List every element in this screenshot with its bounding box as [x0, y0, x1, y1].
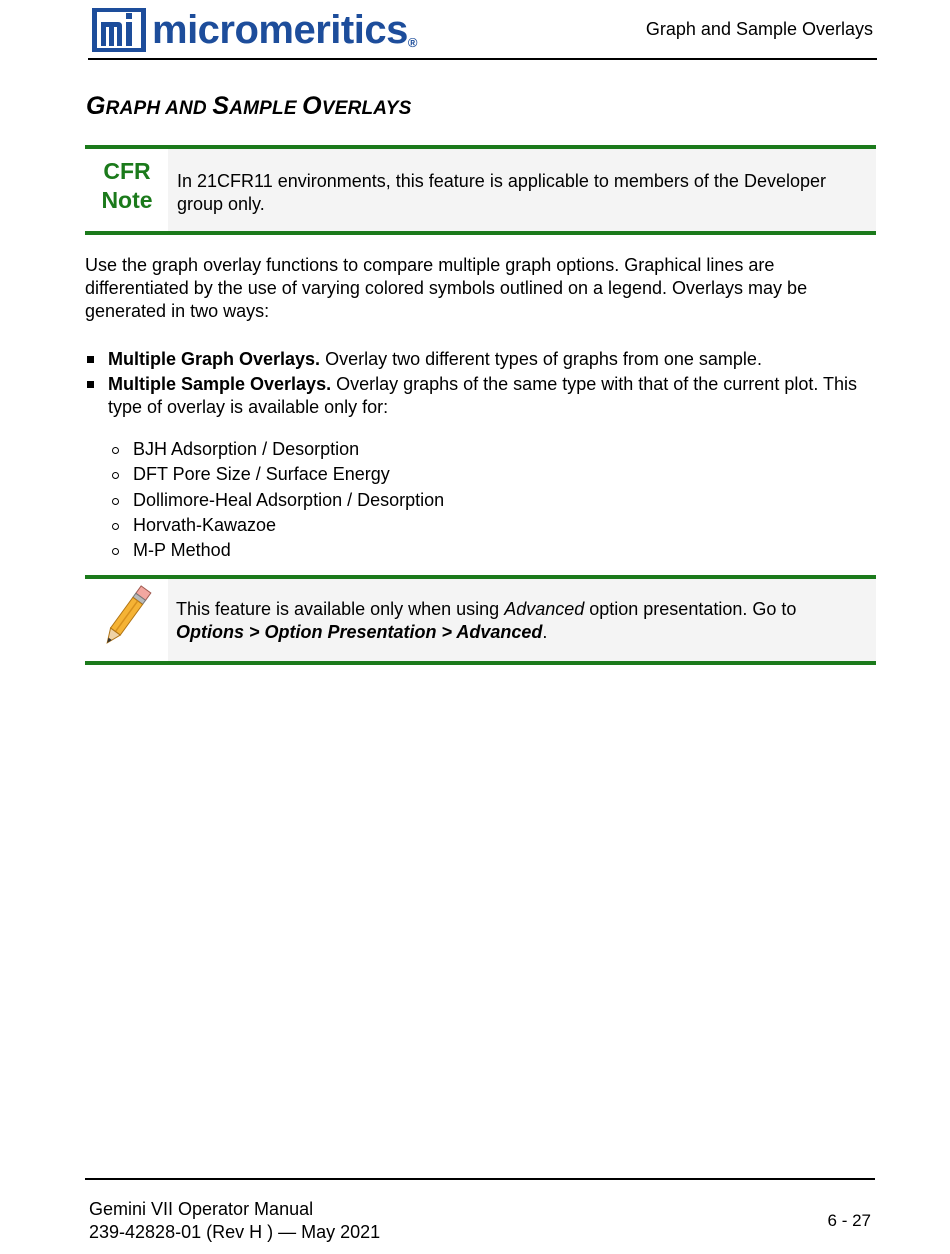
- cfr-note-icon-area: [85, 149, 168, 231]
- footer-doc-id: 239-42828-01 (Rev H ) — May 2021: [89, 1222, 381, 1242]
- square-bullet-icon: [87, 381, 94, 388]
- list-item: Multiple Sample Overlays. Overlay graphs of the same type with that of the current plot. This type of overlay is available only for:: [85, 373, 875, 419]
- overlay-type-list: [85, 348, 875, 421]
- list-item: M-P Method: [108, 538, 444, 563]
- cfr-note-box: [85, 145, 876, 235]
- list-item: Multiple Graph Overlays. Overlay two different types of graphs from one sample.: [85, 348, 875, 371]
- supported-methods-list: [108, 437, 444, 563]
- cfr-note-text: In 21CFR11 environments, this feature is applicable to members of the Developer group only.: [177, 171, 826, 214]
- running-header-title: Graph and Sample Overlays: [645, 19, 873, 39]
- footer-manual-info: [89, 1198, 380, 1244]
- tip-note-icon-area: [85, 579, 168, 661]
- tip-note-box: [85, 575, 876, 665]
- tip-note-text: This feature is available only when using Advanced option presentation. Go to Options > Option Presentation > Advanced.: [176, 599, 797, 642]
- footer-manual-title: Gemini VII Operator Manual: [89, 1199, 314, 1219]
- footer-divider: [85, 1178, 875, 1180]
- circle-bullet-icon: [112, 447, 119, 454]
- list-item: Dollimore-Heal Adsorption / Desorption: [108, 488, 444, 513]
- logo-registered-mark: ®: [407, 35, 418, 50]
- pencil-icon: [91, 581, 161, 653]
- circle-bullet-icon: [112, 472, 119, 479]
- circle-bullet-icon: [112, 498, 119, 505]
- list-item: BJH Adsorption / Desorption: [108, 437, 444, 462]
- list-item: DFT Pore Size / Surface Energy: [108, 462, 444, 487]
- circle-bullet-icon: [112, 548, 119, 555]
- mi-logo-mark-icon: [92, 8, 146, 52]
- list-item: Horvath-Kawazoe: [108, 513, 444, 538]
- micromeritics-logo: [92, 6, 417, 52]
- circle-bullet-icon: [112, 523, 119, 530]
- intro-paragraph: Use the graph overlay functions to compare multiple graph options. Graphical lines are differentiated by the use of varying colored symbols outlined on a legend. Overlays may be generated in two ways:: [85, 255, 808, 321]
- square-bullet-icon: [87, 356, 94, 363]
- menu-path: Options > Option Presentation > Advanced: [176, 622, 543, 642]
- page-number: 6 - 27: [827, 1211, 871, 1230]
- page-title: GRAPH AND SAMPLE OVERLAYS: [86, 92, 412, 120]
- cfr-note-label: CFR Note: [101, 158, 153, 213]
- logo-wordmark: micromeritics: [152, 8, 408, 52]
- header-divider: [88, 58, 877, 60]
